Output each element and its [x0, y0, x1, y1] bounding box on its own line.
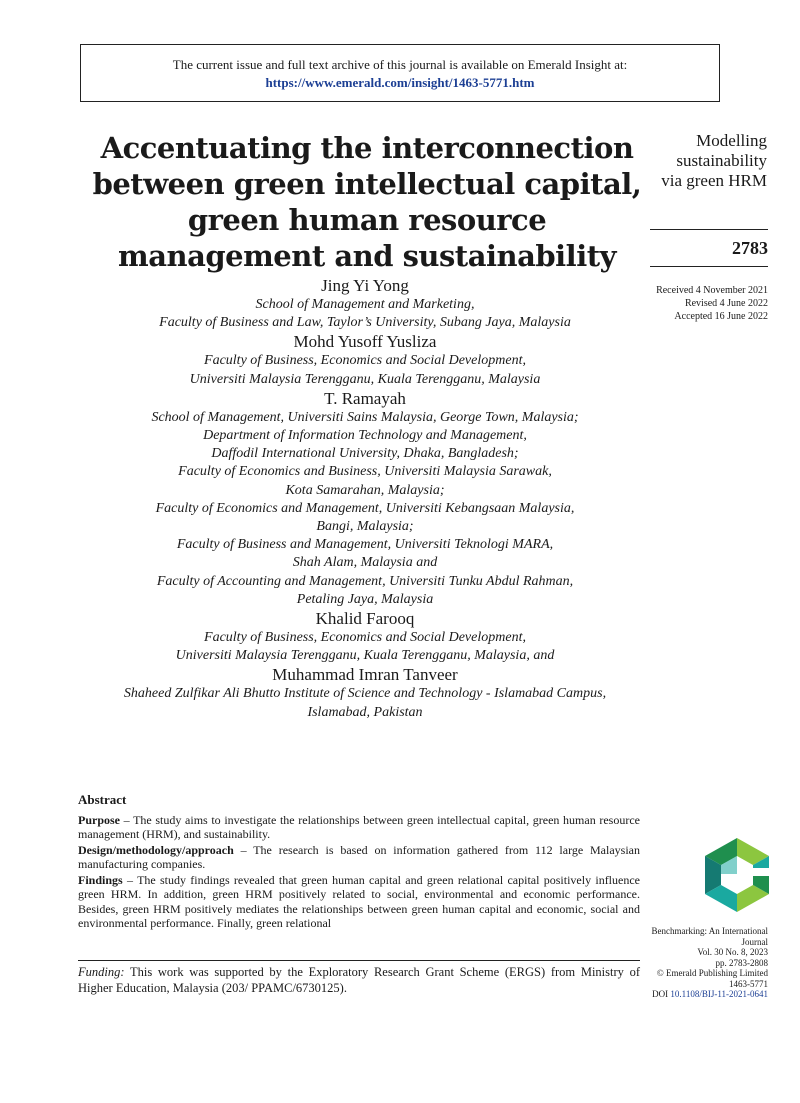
doi-link[interactable]: 10.1108/BIJ-11-2021-0641 — [670, 989, 768, 999]
affiliation-line: Shah Alam, Malaysia and — [292, 555, 438, 571]
title-line: between green intellectual capital, — [92, 167, 642, 201]
date-received: Received 4 November 2021 — [656, 285, 768, 296]
date-accepted: Accepted 16 June 2022 — [674, 311, 768, 322]
running-head-divider — [650, 229, 768, 230]
author-name: T. Ramayah — [324, 388, 406, 408]
abstract-findings — [78, 873, 640, 931]
footnote-divider — [78, 960, 640, 961]
running-head-line: via green HRM — [661, 171, 767, 190]
affiliation-line: Faculty of Economics and Management, Universiti Kebangsaan Malaysia, — [155, 500, 575, 516]
journal-info-line: Vol. 30 No. 8, 2023 — [697, 947, 768, 957]
author-name: Muhammad Imran Tanveer — [272, 665, 458, 685]
notice-text: The current issue and full text archive of this journal is available on Emerald Insight at: — [172, 57, 628, 72]
title-line: management and sustainability — [118, 239, 616, 273]
journal-info-line: 1463-5771 — [729, 978, 768, 989]
abstract-design — [78, 843, 640, 872]
affiliation-line: Faculty of Economics and Business, Universiti Malaysia Sarawak, — [178, 464, 552, 480]
author-name: Khalid Farooq — [315, 609, 415, 629]
abstract-section — [78, 793, 640, 931]
funding-label: Funding: — [78, 965, 125, 979]
running-head — [645, 131, 767, 191]
journal-info-line: © Emerald Publishing Limited — [656, 968, 768, 978]
author-affiliation — [60, 409, 670, 609]
affiliation-line: Faculty of Business and Law, Taylor’s University, Subang Jaya, Malaysia — [159, 315, 571, 331]
author-name: Jing Yi Yong — [321, 276, 409, 295]
affiliation-line: Faculty of Business, Economics and Social Development, — [204, 630, 526, 646]
affiliation-line: Daffodil International University, Dhaka, Bangladesh; — [211, 446, 519, 462]
journal-info-line: Benchmarking: An International — [651, 926, 768, 936]
article-title — [62, 130, 672, 274]
funding-note — [78, 964, 640, 996]
design-label: Design/methodology/approach — [78, 842, 234, 857]
affiliation-line: Shaheed Zulfikar Ali Bhutto Institute of Science and Technology - Islamabad Campus, — [123, 686, 607, 702]
abstract-purpose — [78, 813, 640, 842]
journal-info-line: Journal — [741, 936, 768, 947]
journal-url-link[interactable]: https://www.emerald.com/insight/1463-5771.htm — [265, 75, 535, 90]
abstract-heading: Abstract — [78, 792, 127, 807]
title-line: green human resource — [187, 203, 547, 237]
affiliation-line: Bangi, Malaysia; — [316, 519, 414, 535]
purpose-label: Purpose — [78, 812, 120, 827]
affiliation-line: School of Management and Marketing, — [255, 297, 475, 312]
findings-text: – The study findings revealed that green human capital and green relational capital positively influence green HRM. In addition, green HRM positively related to social, environmental and economic performance. Besides, green HRM positively mediates the relationships between green human capital and economic, social and environmental performance. Finally, green relational — [78, 872, 640, 930]
date-revised: Revised 4 June 2022 — [684, 298, 768, 309]
affiliation-line: Faculty of Business and Management, Universiti Teknologi MARA, — [176, 537, 554, 553]
affiliation-line: Petaling Jaya, Malaysia — [296, 591, 434, 607]
author-affiliation — [60, 629, 670, 665]
funding-text: This work was supported by the Exploratory Research Grant Scheme (ERGS) from Ministry of Higher Education, Malaysia (203/ PPAMC/6730125). — [78, 965, 640, 995]
design-text: – The research is based on information gathered from 112 large Malaysian manufacturing companies. — [78, 842, 640, 871]
emerald-publishing-logo-icon — [703, 836, 771, 914]
running-head-line: Modelling — [696, 131, 767, 150]
doi-prefix: DOI — [652, 989, 671, 999]
affiliation-line: Islamabad, Pakistan — [307, 704, 423, 720]
findings-label: Findings — [78, 872, 123, 887]
author-affiliation — [60, 352, 670, 388]
title-line: Accentuating the interconnection — [100, 131, 634, 165]
author-name: Mohd Yusoff Yusliza — [293, 332, 437, 352]
affiliation-line: Kota Samarahan, Malaysia; — [285, 482, 445, 498]
journal-notice-box — [80, 44, 720, 102]
affiliation-line: School of Management, Universiti Sains Malaysia, George Town, Malaysia; — [151, 409, 579, 425]
affiliation-line: Universiti Malaysia Terengganu, Kuala Terengganu, Malaysia, and — [175, 648, 555, 664]
affiliation-line: Faculty of Business, Economics and Social Development, — [204, 353, 526, 369]
author-affiliation — [60, 296, 670, 332]
author-list — [60, 276, 670, 722]
author-affiliation — [60, 685, 670, 721]
running-head-line: sustainability — [676, 151, 767, 170]
journal-info-line: pp. 2783-2808 — [715, 957, 768, 968]
journal-info — [640, 926, 768, 1000]
page-number-divider — [650, 266, 768, 267]
affiliation-line: Universiti Malaysia Terengganu, Kuala Terengganu, Malaysia — [189, 371, 541, 387]
affiliation-line: Faculty of Accounting and Management, Universiti Tunku Abdul Rahman, — [156, 573, 574, 589]
affiliation-line: Department of Information Technology and Management, — [203, 428, 527, 444]
purpose-text: – The study aims to investigate the relationships between green intellectual capital, green human resource management (HRM), and sustainability. — [78, 812, 640, 841]
doi-line — [640, 989, 768, 1000]
page-number: 2783 — [732, 238, 768, 258]
